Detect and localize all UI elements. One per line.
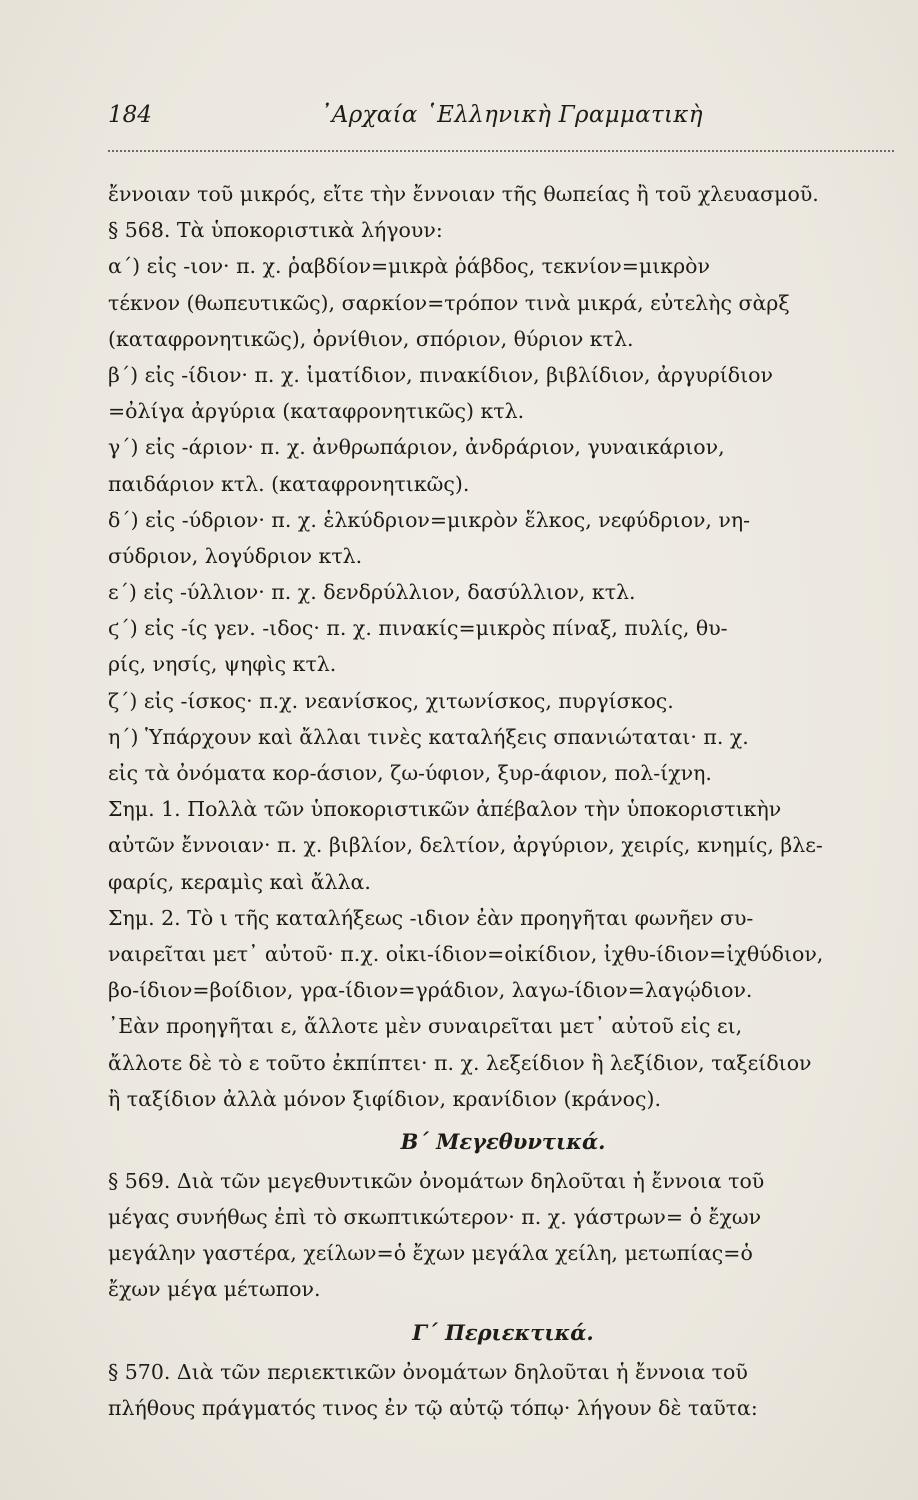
section-heading-megethyntika: Β΄ Μεγεθυντικά. [400,1128,606,1154]
text-line: ἢ ταξίδιον ἀλλὰ μόνον ξιφίδιον, κρανίδιον (κράνος). [108,1086,661,1111]
text-line: σύδριον, λογύδριον κτλ. [108,543,363,568]
text-line: η΄) Ὑπάρχουν καὶ ἄλλαι τινὲς καταλήξεις σπανιώταται· π. χ. [108,724,749,749]
body-text [108,176,898,1426]
text-line: πλήθους πράγματός τινος ἐν τῷ αὐτῷ τόπῳ· λήγουν δὲ ταῦτα: [108,1395,758,1420]
section-569-line: § 569. Διὰ τῶν μεγεθυντικῶν ὀνομάτων δηλοῦται ἡ ἔννοια τοῦ [108,1168,765,1193]
text-line: παιδάριον κτλ. (καταφρονητικῶς). [108,471,470,496]
running-title: ᾿Αρχαία ῾Ελληνικὴ Γραμματικὴ [320,102,703,128]
text-line: β΄) εἰς -ίδιον· π. χ. ἱματίδιον, πινακίδιον, βιβλίδιον, ἀργυρίδιον [108,362,773,387]
text-line: =ὀλίγα ἀργύρια (καταφρονητικῶς) κτλ. [108,399,525,424]
text-line: ἔννοιαν τοῦ μικρός, εἴτε τὴν ἔννοιαν τῆς θωπείας ἢ τοῦ χλευασμοῦ. [108,182,819,206]
text-line: δ΄) εἰς -ύδριον· π. χ. ἑλκύδριον=μικρὸν ἕλκος, νεφύδριον, νη- [108,507,751,532]
text-line: ἔχων μέγα μέτωπον. [108,1277,321,1302]
page-number: 184 [108,102,152,128]
text-line: φαρίς, κεραμὶς καὶ ἄλλα. [108,869,371,894]
text-line: γ΄) εἰς -άριον· π. χ. ἀνθρωπάριον, ἀνδράριον, γυναικάριον, [108,435,725,460]
section-570-line: § 570. Διὰ τῶν περιεκτικῶν ὀνομάτων δηλοῦται ἡ ἔννοια τοῦ [108,1359,748,1384]
text-line: ε΄) εἰς -ύλλιον· π. χ. δενδρύλλιον, δασύλλιον, κτλ. [108,580,636,605]
text-line: ρίς, νησίς, ψηφὶς κτλ. [108,652,337,677]
header-divider [108,150,894,152]
text-line: ϛ΄) εἰς -ίς γεν. -ιδος· π. χ. πινακίς=μικρὸς πίναξ, πυλίς, θυ- [108,616,728,641]
text-line: αὐτῶν ἔννοιαν· π. χ. βιβλίον, δελτίον, ἀργύριον, χειρίς, κνημίς, βλε- [108,833,823,858]
text-line: ἄλλοτε δὲ τὸ ε τοῦτο ἐκπίπτει· π. χ. λεξείδιον ἢ λεξίδιον, ταξείδιον [108,1050,812,1075]
text-line: ᾿Εὰν προηγῆται ε, ἄλλοτε μὲν συναιρεῖται μετ᾿ αὐτοῦ εἰς ει, [108,1014,743,1039]
text-line: α΄) εἰς -ιον· π. χ. ῥαβδίον=μικρὰ ῥάβδος, τεκνίον=μικρὸν [108,254,710,279]
text-line: μέγας συνήθως ἐπὶ τὸ σκωπτικώτερον· π. χ. γάστρων= ὁ ἔχων [108,1205,762,1230]
text-line: βο-ίδιον=βοίδιον, γρα-ίδιον=γράδιον, λαγω-ίδιον=λαγῴδιον. [108,978,753,1003]
note-1-line: Σημ. 1. Πολλὰ τῶν ὑποκοριστικῶν ἀπέβαλον τὴν ὑποκοριστικὴν [108,797,782,822]
note-2-line: Σημ. 2. Τὸ ι τῆς καταλήξεως -ιδιον ἐὰν προηγῆται φωνῆεν συ- [108,905,754,930]
text-line: (καταφρονητικῶς), ὀρνίθιον, σπόριον, θύριον κτλ. [108,326,634,351]
text-line: ζ΄) εἰς -ίσκος· π.χ. νεανίσκος, χιτωνίσκος, πυργίσκος. [108,688,674,713]
text-line: ναιρεῖται μετ᾿ αὐτοῦ· π.χ. οἰκι-ίδιον=οἰκίδιον, ἰχθυ-ίδιον=ἰχθύδιον, [108,941,824,966]
section-heading-periektika: Γ΄ Περιεκτικά. [412,1319,594,1345]
text-line: τέκνον (θωπευτικῶς), σαρκίον=τρόπον τινὰ μικρά, εὐτελὴς σὰρξ [108,290,790,315]
text-line: εἰς τὰ ὀνόματα κορ-άσιον, ζω-ύφιον, ξυρ-άφιον, πολ-ίχνη. [108,761,712,785]
text-line: μεγάλην γαστέρα, χείλων=ὁ ἔχων μεγάλα χείλη, μετωπίας=ὁ [108,1241,753,1266]
section-568-title: § 568. Τὰ ὑποκοριστικὰ λήγουν: [108,218,443,243]
page-header [108,96,808,140]
